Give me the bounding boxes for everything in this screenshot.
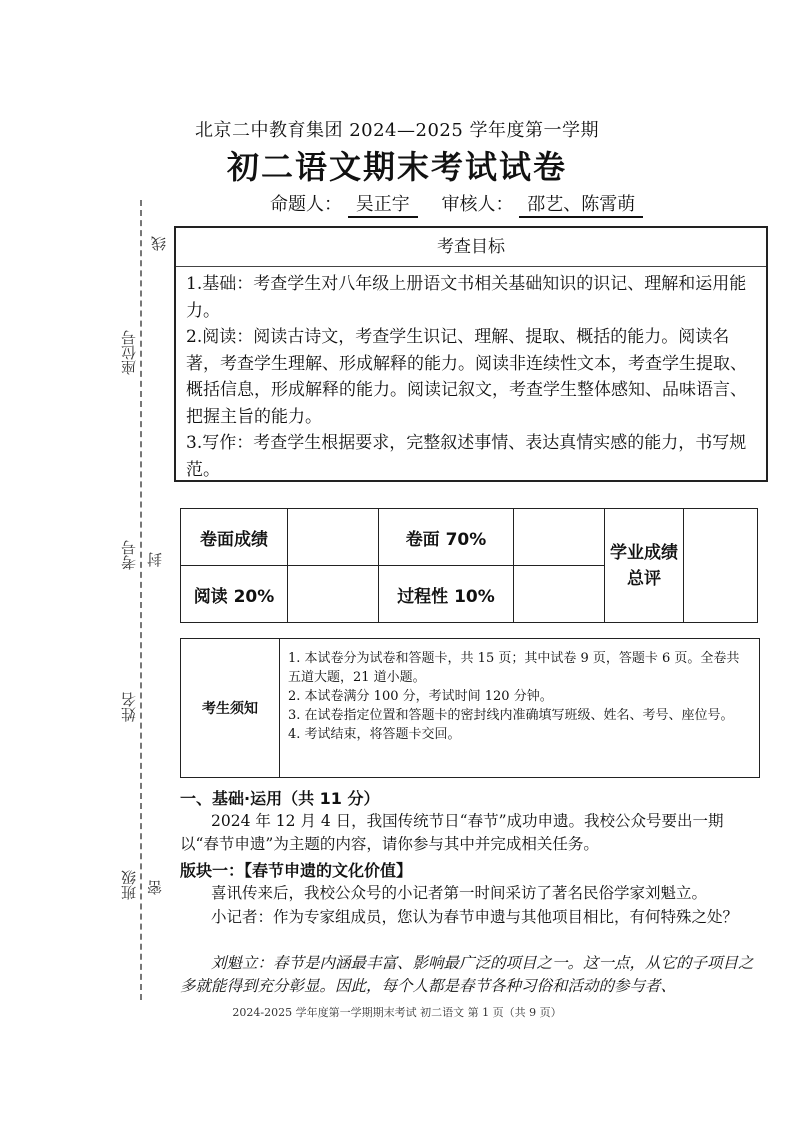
binding-line-mark: 线 <box>150 236 168 251</box>
section-intro: 2024 年 12 月 4 日，我国传统节日“春节”成功申遗。我校公众号要出一期以“春节申遗”为主题的内容，请你参与其中并完成相关任务。 <box>180 812 724 853</box>
paper-score-label: 卷面成绩 <box>181 509 288 566</box>
notice-item: 1. 本试卷分为试卷和答题卡，共 15 页；其中试卷 9 页，答题卡 6 页。全卷共五道大题，21 道小题。 <box>288 651 740 685</box>
paragraph: 小记者：作为专家组成员，您认为春节申遗与其他项目相比，有何特殊之处？ <box>211 908 739 926</box>
paragraph: 刘魁立：春节是内涵最丰富、影响最广泛的项目之一。这一点，从它的子项目之多就能得到充分彰显。因此，每个人都是春节各种习俗和活动的参与者、 <box>180 954 754 995</box>
score-blank <box>514 509 605 566</box>
author-line <box>270 190 643 218</box>
exam-title: 初二语文期末考试试卷 <box>226 148 567 186</box>
reading-pct-label: 阅读 20% <box>181 566 288 623</box>
exam-notice-list <box>280 639 759 777</box>
score-table <box>180 508 758 623</box>
score-blank <box>514 566 605 623</box>
binding-secret-mark: 密 <box>146 880 164 895</box>
notice-item: 3. 在试卷指定位置和答题卡的密封线内准确填写班级、姓名、考号、座位号。 <box>288 708 734 723</box>
paper-pct-label: 卷面 70% <box>379 509 514 566</box>
binding-seal-mark: 封 <box>146 552 164 567</box>
school-term-line: 北京二中教育集团 2024—2025 学年度第一学期 <box>194 120 600 141</box>
notice-item: 2. 本试卷满分 100 分，考试时间 120 分钟。 <box>288 689 553 704</box>
block-heading: 版块一：【春节申遗的文化价值】 <box>180 861 413 880</box>
score-blank <box>288 566 379 623</box>
author-label: 命题人： <box>270 194 342 215</box>
page-footer: 2024-2025 学年度第一学期期末考试 初二语文 第 1 页（共 9 页） <box>232 1006 562 1019</box>
objective-item: 1.基础：考查学生对八年级上册语文书相关基础知识的识记、理解和运用能力。 <box>186 274 747 321</box>
author-name: 吴正宇 <box>348 190 418 218</box>
exam-notice-label: 考生须知 <box>181 639 280 777</box>
score-blank <box>288 509 379 566</box>
objective-item: 2.阅读：阅读古诗文，考查学生识记、理解、提取、概括的能力。阅读名著，考查学生理解、形成解释的能力。阅读非连续性文本，考查学生提取、概括信息，形成解释的能力。阅读记叙文，考查学生整体感知、品味语言、把握主旨的能力。 <box>186 327 747 427</box>
exam-notice-box <box>180 638 760 778</box>
objective-item: 3.写作：考查学生根据要求，完整叙述事情、表达真情实感的能力，书写规范。 <box>186 433 747 480</box>
exam-number-label: 考号 <box>120 540 138 570</box>
section-heading: 一、基础·运用（共 11 分） <box>180 789 380 808</box>
notice-item: 4. 考试结束，将答题卡交回。 <box>288 727 461 742</box>
reviewer-names: 邵艺、陈霄萌 <box>519 190 643 218</box>
objectives-title: 考查目标 <box>176 228 766 267</box>
student-name-label: 姓名 <box>120 692 138 722</box>
seat-number-label: 座位号 <box>120 330 138 375</box>
reviewer-label: 审核人： <box>441 194 514 215</box>
objectives-box <box>174 226 768 482</box>
binding-dashed-line <box>140 200 142 1000</box>
process-pct-label: 过程性 10% <box>379 566 514 623</box>
score-blank <box>684 509 758 623</box>
class-label: 班级 <box>120 870 138 900</box>
overall-score-label: 学业成绩总评 <box>605 509 684 623</box>
paragraph: 喜讯传来后，我校公众号的小记者第一时间采访了著名民俗学家刘魁立。 <box>211 884 708 902</box>
objectives-body <box>176 267 766 487</box>
